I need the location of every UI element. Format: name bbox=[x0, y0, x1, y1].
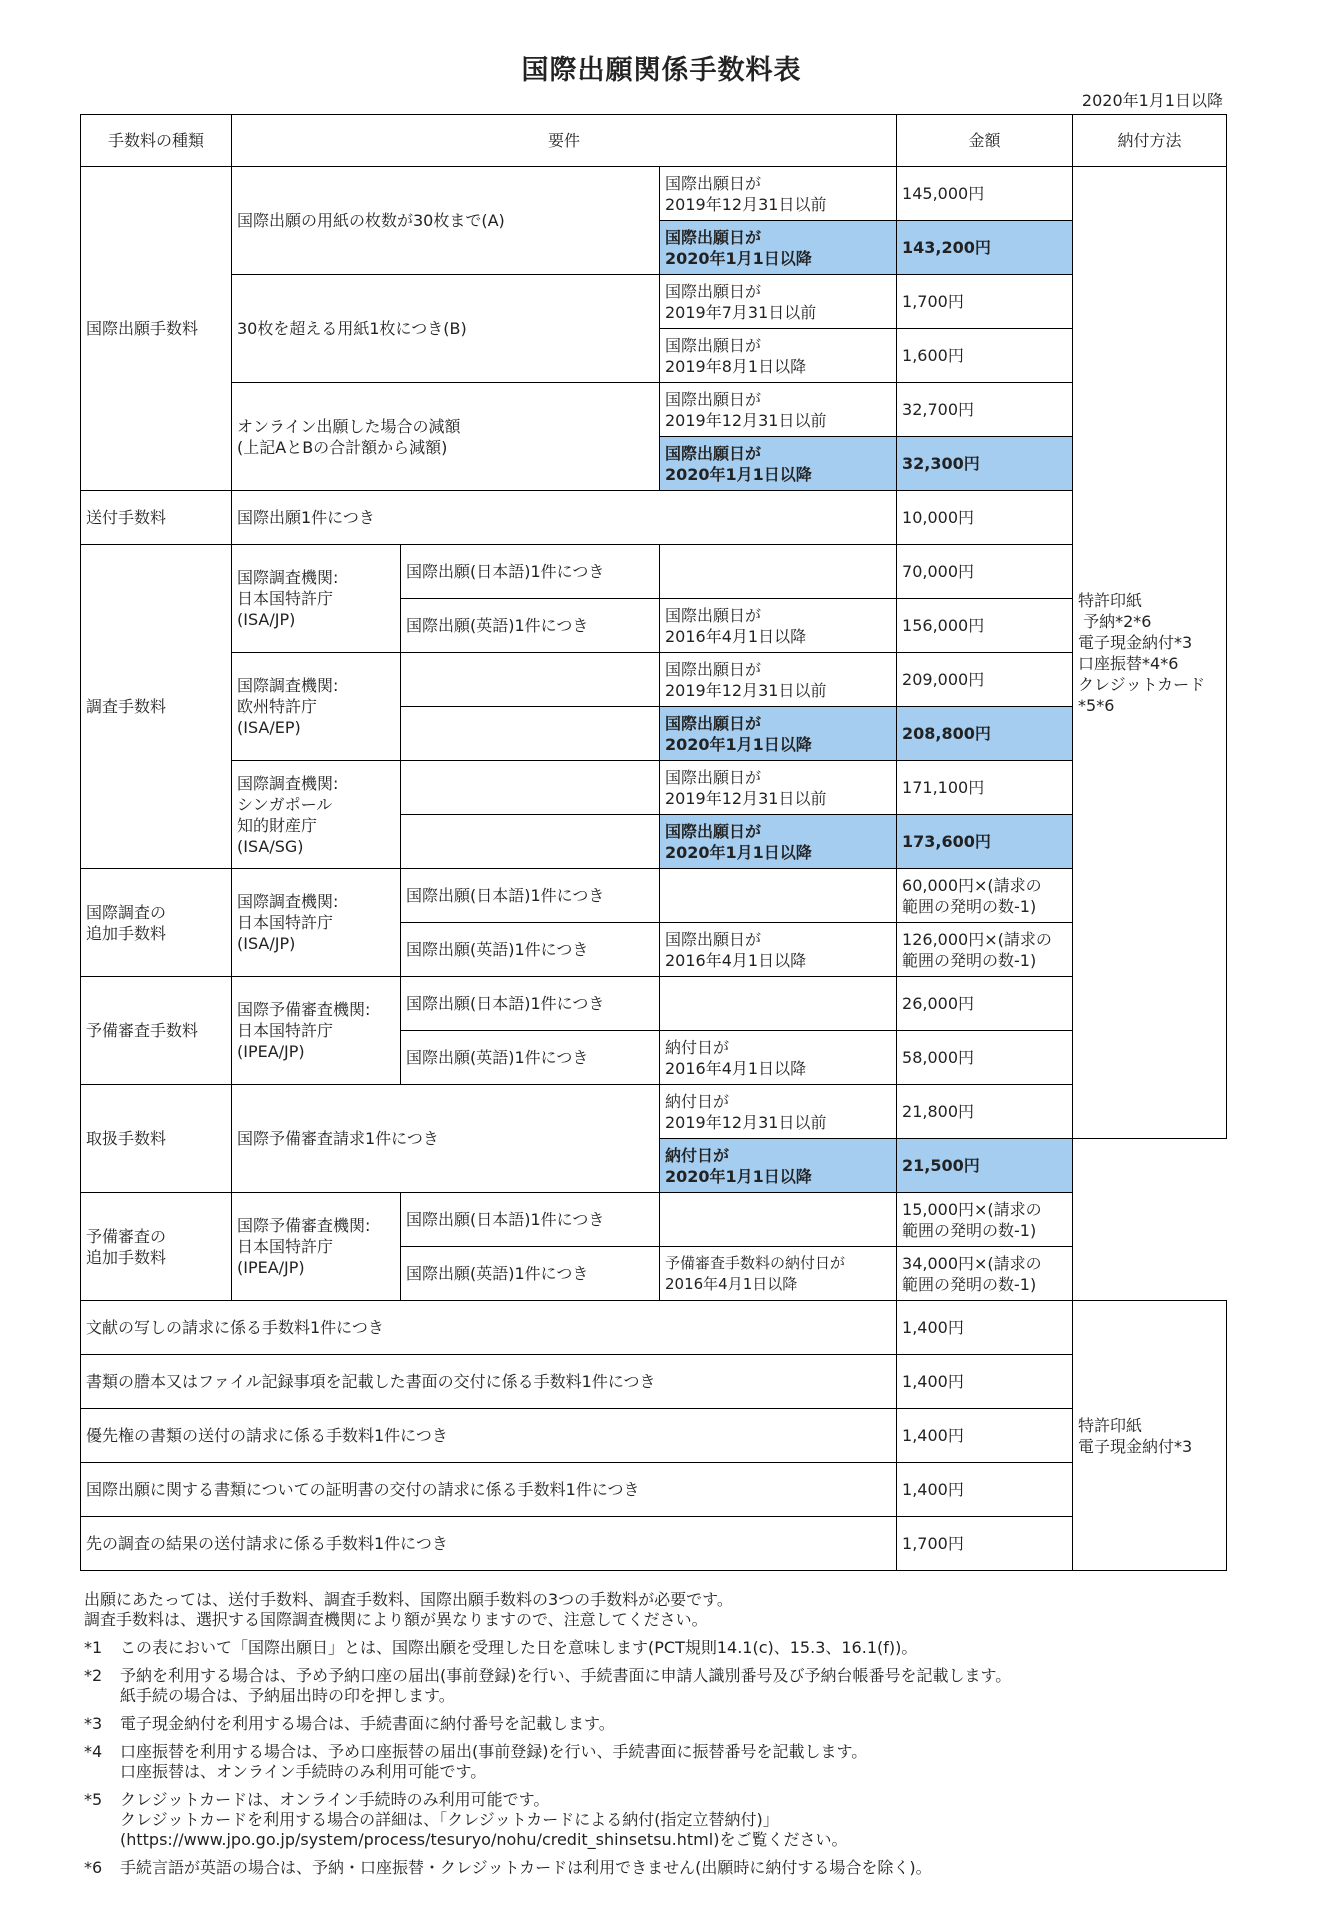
amount-cell: 1,400円 bbox=[897, 1463, 1073, 1517]
req-empty bbox=[401, 761, 660, 815]
table-row bbox=[81, 1517, 1227, 1571]
amount-cell: 26,000円 bbox=[897, 977, 1073, 1031]
amount-cell: 60,000円×(請求の 範囲の発明の数-1) bbox=[897, 869, 1073, 923]
table-row bbox=[81, 653, 1227, 707]
fee-type-additional-search: 国際調査の 追加手数料 bbox=[81, 869, 232, 977]
req-per-demand: 国際予備審査請求1件につき bbox=[232, 1085, 660, 1193]
table-row bbox=[81, 1085, 1227, 1139]
misc-req: 文献の写しの請求に係る手数料1件につき bbox=[81, 1301, 897, 1355]
footnote-5: *5 クレジットカードは、オンライン手続時のみ利用可能です。 クレジットカードを利用する場合の詳細は、「クレジットカードによる納付(指定立替納付)」 (https://www.jpo.go.jp/system/process/tesuryo/nohu/credit_shinsetsu.html)をご覧ください。 bbox=[84, 1790, 848, 1849]
amount-cell: 145,000円 bbox=[897, 167, 1073, 221]
date-cell-empty bbox=[660, 545, 897, 599]
req-per-application: 国際出願1件につき bbox=[232, 491, 897, 545]
req-empty bbox=[401, 815, 660, 869]
fee-type-preliminary-exam: 予備審査手数料 bbox=[81, 977, 232, 1085]
table-row bbox=[81, 167, 1227, 221]
date-cell-empty bbox=[660, 977, 897, 1031]
amount-cell: 171,100円 bbox=[897, 761, 1073, 815]
req-english: 国際出願(英語)1件につき bbox=[401, 1031, 660, 1085]
authority-isa-jp: 国際調査機関: 日本国特許庁 (ISA/JP) bbox=[232, 869, 401, 977]
req-english: 国際出願(英語)1件につき bbox=[401, 1247, 660, 1301]
req-sheets-30: 国際出願の用紙の枚数が30枚まで(A) bbox=[232, 167, 660, 275]
payment-method-1: 特許印紙 予納*2*6 電子現金納付*3 口座振替*4*6 クレジットカード *5*6 bbox=[1073, 167, 1227, 1139]
date-cell-empty bbox=[660, 1193, 897, 1247]
header-fee-type: 手数料の種類 bbox=[81, 115, 232, 167]
fee-table bbox=[80, 114, 1227, 1571]
req-japanese: 国際出願(日本語)1件につき bbox=[401, 1193, 660, 1247]
table-header-row bbox=[81, 115, 1227, 167]
fee-type-intl-filing: 国際出願手数料 bbox=[81, 167, 232, 491]
amount-cell: 156,000円 bbox=[897, 599, 1073, 653]
misc-req: 書類の謄本又はファイル記録事項を記載した書面の交付に係る手数料1件につき bbox=[81, 1355, 897, 1409]
date-cell: 国際出願日が 2019年7月31日以前 bbox=[660, 275, 897, 329]
amount-cell: 1,700円 bbox=[897, 275, 1073, 329]
req-japanese: 国際出願(日本語)1件につき bbox=[401, 977, 660, 1031]
amount-cell-highlight: 21,500円 bbox=[897, 1139, 1073, 1193]
fee-type-transmittal: 送付手数料 bbox=[81, 491, 232, 545]
table-row bbox=[81, 1193, 1227, 1247]
amount-cell-highlight: 143,200円 bbox=[897, 221, 1073, 275]
amount-cell: 1,700円 bbox=[897, 1517, 1073, 1571]
footnote-3: *3 電子現金納付を利用する場合は、手続書面に納付番号を記載します。 bbox=[84, 1714, 615, 1733]
date-cell: 国際出願日が 2019年12月31日以前 bbox=[660, 653, 897, 707]
date-cell: 国際出願日が 2016年4月1日以降 bbox=[660, 923, 897, 977]
intro-text: 調査手数料は、選択する国際調査機関により額が異なりますので、注意してください。 bbox=[84, 1610, 708, 1629]
amount-cell: 1,400円 bbox=[897, 1301, 1073, 1355]
date-cell-highlight: 国際出願日が 2020年1月1日以降 bbox=[660, 815, 897, 869]
date-cell-highlight: 国際出願日が 2020年1月1日以降 bbox=[660, 437, 897, 491]
footnote-6: *6 手続言語が英語の場合は、予納・口座振替・クレジットカードは利用できません(出願時に納付する場合を除く)。 bbox=[84, 1858, 932, 1877]
authority-ipea-jp: 国際予備審査機関: 日本国特許庁 (IPEA/JP) bbox=[232, 977, 401, 1085]
date-cell: 国際出願日が 2016年4月1日以降 bbox=[660, 599, 897, 653]
req-japanese: 国際出願(日本語)1件につき bbox=[401, 545, 660, 599]
payment-method-2: 特許印紙 電子現金納付*3 bbox=[1073, 1301, 1227, 1571]
amount-cell: 70,000円 bbox=[897, 545, 1073, 599]
req-per-extra-sheet: 30枚を超える用紙1枚につき(B) bbox=[232, 275, 660, 383]
req-japanese: 国際出願(日本語)1件につき bbox=[401, 869, 660, 923]
req-english: 国際出願(英語)1件につき bbox=[401, 923, 660, 977]
amount-cell: 126,000円×(請求の 範囲の発明の数-1) bbox=[897, 923, 1073, 977]
amount-cell: 1,600円 bbox=[897, 329, 1073, 383]
header-amount: 金額 bbox=[897, 115, 1073, 167]
fee-type-additional-preliminary: 予備審査の 追加手数料 bbox=[81, 1193, 232, 1301]
amount-cell: 32,700円 bbox=[897, 383, 1073, 437]
amount-cell-highlight: 208,800円 bbox=[897, 707, 1073, 761]
notes-section bbox=[84, 1590, 1244, 1878]
req-online-discount: オンライン出願した場合の減額 (上記AとBの合計額から減額) bbox=[232, 383, 660, 491]
date-cell: 国際出願日が 2019年12月31日以前 bbox=[660, 383, 897, 437]
amount-cell-highlight: 32,300円 bbox=[897, 437, 1073, 491]
header-payment-method: 納付方法 bbox=[1073, 115, 1227, 167]
misc-req: 先の調査の結果の送付請求に係る手数料1件につき bbox=[81, 1517, 897, 1571]
fee-type-search: 調査手数料 bbox=[81, 545, 232, 869]
amount-cell-highlight: 173,600円 bbox=[897, 815, 1073, 869]
fee-type-handling: 取扱手数料 bbox=[81, 1085, 232, 1193]
date-cell: 国際出願日が 2019年12月31日以前 bbox=[660, 167, 897, 221]
table-row bbox=[81, 491, 1227, 545]
amount-cell: 58,000円 bbox=[897, 1031, 1073, 1085]
amount-cell: 1,400円 bbox=[897, 1355, 1073, 1409]
misc-req: 優先権の書類の送付の請求に係る手数料1件につき bbox=[81, 1409, 897, 1463]
table-row bbox=[81, 383, 1227, 437]
header-requirement: 要件 bbox=[232, 115, 897, 167]
page-title: 国際出願関係手数料表 bbox=[521, 55, 802, 86]
table-row bbox=[81, 1301, 1227, 1355]
table-row bbox=[81, 761, 1227, 815]
amount-cell: 10,000円 bbox=[897, 491, 1073, 545]
authority-isa-ep: 国際調査機関: 欧州特許庁 (ISA/EP) bbox=[232, 653, 401, 761]
date-cell-empty bbox=[660, 869, 897, 923]
date-cell-highlight: 国際出願日が 2020年1月1日以降 bbox=[660, 221, 897, 275]
date-cell: 国際出願日が 2019年12月31日以前 bbox=[660, 761, 897, 815]
table-row bbox=[81, 1355, 1227, 1409]
date-cell-highlight: 納付日が 2020年1月1日以降 bbox=[660, 1139, 897, 1193]
amount-cell: 1,400円 bbox=[897, 1409, 1073, 1463]
amount-cell: 34,000円×(請求の 範囲の発明の数-1) bbox=[897, 1247, 1073, 1301]
date-cell: 国際出願日が 2019年8月1日以降 bbox=[660, 329, 897, 383]
req-english: 国際出願(英語)1件につき bbox=[401, 599, 660, 653]
date-cell: 納付日が 2019年12月31日以前 bbox=[660, 1085, 897, 1139]
date-cell: 納付日が 2016年4月1日以降 bbox=[660, 1031, 897, 1085]
authority-isa-jp: 国際調査機関: 日本国特許庁 (ISA/JP) bbox=[232, 545, 401, 653]
footnote-1: *1 この表において「国際出願日」とは、国際出願を受理した日を意味します(PCT規則14.1(c)、15.3、16.1(f))。 bbox=[84, 1638, 918, 1657]
intro-text: 出願にあたっては、送付手数料、調査手数料、国際出願手数料の3つの手数料が必要です。 bbox=[84, 1590, 733, 1609]
amount-cell: 15,000円×(請求の 範囲の発明の数-1) bbox=[897, 1193, 1073, 1247]
footnote-2: *2 予納を利用する場合は、予め予納口座の届出(事前登録)を行い、手続書面に申請人識別番号及び予納台帳番号を記載します。 紙手続の場合は、予納届出時の印を押します。 bbox=[84, 1666, 1012, 1705]
authority-isa-sg: 国際調査機関: シンガポール 知的財産庁 (ISA/SG) bbox=[232, 761, 401, 869]
misc-req: 国際出願に関する書類についての証明書の交付の請求に係る手数料1件につき bbox=[81, 1463, 897, 1517]
date-cell: 予備審査手数料の納付日が 2016年4月1日以降 bbox=[660, 1247, 897, 1301]
effective-date: 2020年1月1日以降 bbox=[1081, 91, 1223, 110]
table-row bbox=[81, 1409, 1227, 1463]
date-cell-highlight: 国際出願日が 2020年1月1日以降 bbox=[660, 707, 897, 761]
amount-cell: 21,800円 bbox=[897, 1085, 1073, 1139]
table-row bbox=[81, 545, 1227, 599]
req-empty bbox=[401, 707, 660, 761]
table-row bbox=[81, 977, 1227, 1031]
req-empty bbox=[401, 653, 660, 707]
table-row bbox=[81, 869, 1227, 923]
table-row bbox=[81, 275, 1227, 329]
footnote-4: *4 口座振替を利用する場合は、予め口座振替の届出(事前登録)を行い、手続書面に振替番号を記載します。 口座振替は、オンライン手続時のみ利用可能です。 bbox=[84, 1742, 868, 1781]
authority-ipea-jp: 国際予備審査機関: 日本国特許庁 (IPEA/JP) bbox=[232, 1193, 401, 1301]
table-row bbox=[81, 1463, 1227, 1517]
amount-cell: 209,000円 bbox=[897, 653, 1073, 707]
